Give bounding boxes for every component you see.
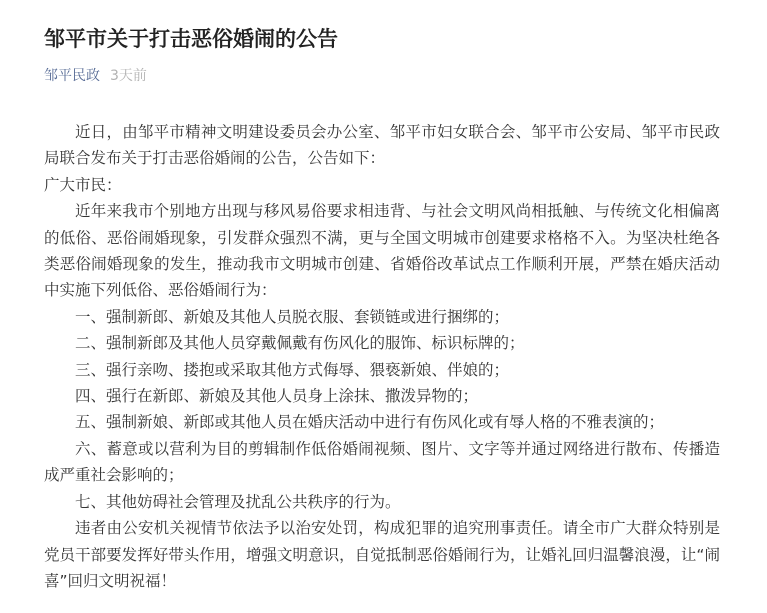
list-item: 五、强制新娘、新郎或其他人员在婚庆活动中进行有伤风化或有辱人格的不雅表演的；	[75, 413, 665, 432]
paragraph-conclusion: 违者由公安机关视情节依法予以治安处罚，构成犯罪的追究刑事责任。请全市广大群众特别是党员干部要发挥好带头作用，增强文明意识，自觉抵制恶俗婚闹行为，让婚礼回归温馨浪漫，让“闹喜”回归文明祝福！	[44, 519, 720, 590]
list-item: 六、蓄意或以营利为目的剪辑制作低俗婚闹视频、图片、文字等并通过网络进行散布、传播造成严重社会影响的；	[44, 439, 720, 485]
list-item: 四、强行在新郎、新娘及其他人员身上涂抹、撒泼异物的；	[75, 387, 479, 406]
paragraph-background: 近年来我市个别地方出现与移风易俗要求相违背、与社会文明风尚相抵触、与传统文化相偏离的低俗、恶俗闹婚现象，引发群众强烈不满，更与全国文明城市创建要求格格不入。为坚决杜绝各类恶俗闹婚现象的发生，推动我市文明城市创建、省婚俗改革试点工作顺利开展，严禁在婚庆活动中实施下列低俗、恶俗婚闹行为：	[44, 202, 720, 300]
list-item: 七、其他妨碍社会管理及扰乱公共秩序的行为。	[75, 492, 401, 511]
publish-time: 3天前	[110, 68, 147, 84]
list-item: 二、强制新郎及其他人员穿戴佩戴有伤风化的服饰、标识标牌的；	[75, 334, 525, 353]
paragraph-salutation: 广大市民：	[44, 175, 122, 194]
author-link[interactable]: 邹平民政	[44, 68, 100, 84]
list-item: 三、强行亲吻、搂抱或采取其他方式侮辱、猥亵新娘、伴娘的；	[75, 360, 510, 379]
list-item: 一、强制新郎、新娘及其他人员脱衣服、套锁链或进行捆绑的；	[75, 307, 510, 326]
article-title: 邹平市关于打击恶俗婚闹的公告	[44, 27, 338, 51]
paragraph-intro: 近日，由邹平市精神文明建设委员会办公室、邹平市妇女联合会、邹平市公安局、邹平市民政局联合发布关于打击恶俗婚闹的公告，公告如下：	[44, 123, 720, 168]
article-body	[44, 119, 720, 594]
article-meta	[44, 66, 147, 86]
